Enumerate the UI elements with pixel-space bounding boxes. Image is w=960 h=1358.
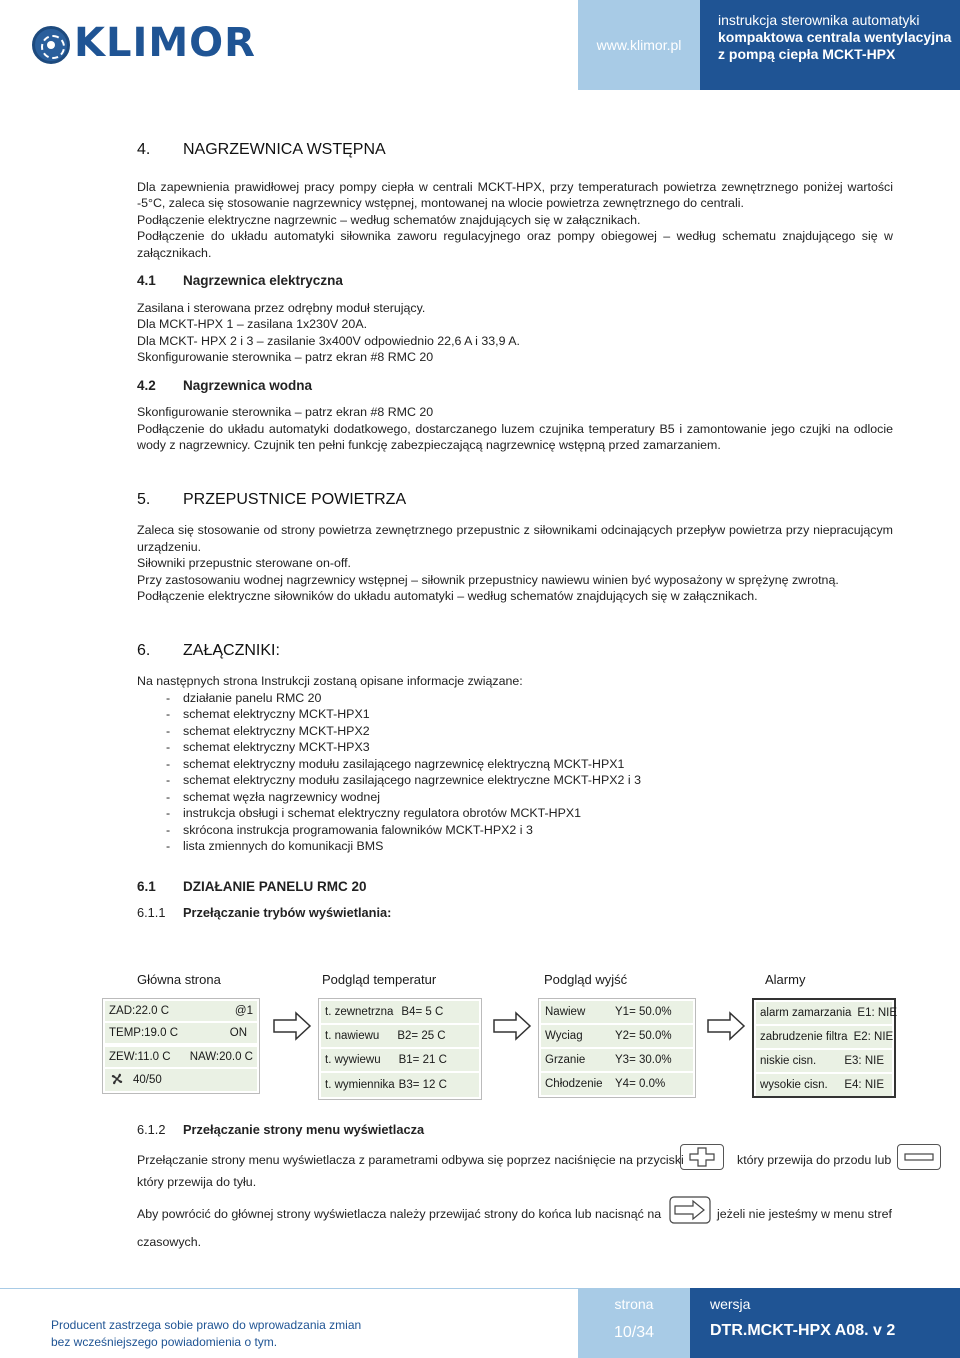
footer-version (690, 1288, 960, 1358)
section-4-para-1: Dla zapewnienia prawidłowej pracy pompy ciepła w centrali MCKT-HPX, przy temperaturach powietrza zewnętrznego poniżej wartości -5°C, zaleca się stosowanie nagrzewnicy wstępnej, montowanej na wlocie powietrza zewnętrznego do centrali. (137, 179, 893, 210)
section-5-para-2: Siłowniki przepustnic sterowane on-off. (137, 556, 351, 570)
attachments-list (137, 690, 893, 855)
output-row: Nawiew Y1= 50.0% (541, 1001, 693, 1023)
plus-button-icon (680, 1144, 724, 1170)
alarm-row: niskie cisn. E3: NIE (756, 1050, 892, 1072)
alarm-row: zabrudzenie filtra E2: NIE (756, 1026, 892, 1048)
title-line-2: kompaktowa centrala wentylacyjna (718, 29, 952, 45)
section-4-para-2: Podłączenie elektryczne nagrzewnic – według schematów znajdujących się w załącznikach. (137, 212, 641, 227)
logo-area (0, 0, 578, 90)
fan-icon (109, 1071, 127, 1090)
temp-row: t. wymiennika B3= 12 C (321, 1073, 479, 1097)
section-6-1-1-heading: 6.1.1 Przełączanie trybów wyświetlania: (137, 905, 392, 920)
alarm-row: wysokie cisn. E4: NIE (756, 1074, 892, 1096)
arrow-button-icon (669, 1196, 711, 1222)
output-row: Grzanie Y3= 30.0% (541, 1049, 693, 1071)
list-item: - lista zmiennych do komunikacji BMS (166, 838, 893, 855)
klimor-logo-icon (32, 26, 70, 64)
panel-alarms (752, 998, 896, 1098)
list-item: - skrócona instrukcja programowania falowników MCKT-HPX2 i 3 (166, 822, 893, 839)
version-value: DTR.MCKT-HPX A08. v 2 (710, 1322, 896, 1339)
page-label: strona (614, 1296, 654, 1312)
section-4-2-line-2: Podłączenie do układu automatyki dodatkowego, dostarczanego luzem czujnika temperatury B5 i zamontowanie jego czujki na odlocie wody z nagrzewnicy. Czujnik ten pełni funkcję zabezpieczającą nagrzewnicę wstępną przed zamarzaniem. (137, 421, 893, 452)
list-item: - schemat elektryczny modułu zasilającego nagrzewnice elektryczne MCKT-HPX2 i 3 (166, 772, 893, 789)
list-item: - schemat węzła nagrzewnicy wodnej (166, 789, 893, 806)
footer-disclaimer: Producent zastrzega sobie prawo do wprowadzania zmian bez wcześniejszego powiadomienia o tym. (0, 1288, 578, 1358)
arrow-right-icon (272, 1010, 312, 1042)
menu-nav-line-4: czasowych. (137, 1235, 202, 1249)
output-row: Wyciag Y2= 50.0% (541, 1025, 693, 1047)
section-4-1-line-3: Dla MCKT- HPX 2 i 3 – zasilanie 3x400V odpowiednio 22,6 A i 33,9 A. (137, 333, 520, 348)
section-6-intro: Na następnych strona Instrukcji zostaną opisane informacje związane: (137, 674, 523, 688)
temp-row: t. wywiewu B1= 21 C (321, 1049, 479, 1071)
arrow-right-icon (706, 1010, 746, 1042)
footer-page (578, 1288, 690, 1358)
panel-temperatures (318, 998, 482, 1100)
menu-nav-line-3: Aby powrócić do głównej strony wyświetlacza należy przewijać strony do końca lub nacisnąć na jeżeli nie jesteśmy w menu stref (137, 1200, 897, 1226)
alarm-row: alarm zamarzania E1: NIE (756, 1002, 892, 1024)
minus-button-icon (897, 1144, 941, 1170)
list-item: - schemat elektryczny modułu zasilającego nagrzewnicę elektryczną MCKT-HPX1 (166, 756, 893, 773)
page-number: 10/34 (613, 1324, 655, 1341)
section-4-1-line-4: Skonfigurowanie sterownika – patrz ekran #8 RMC 20 (137, 350, 434, 364)
section-5-para-1: Zaleca się stosowanie od strony powietrza zewnętrznego przepustnic z siłownikami odcinających przepływ powietrza przy niepracującym urządzeniu. (137, 523, 893, 554)
version-label: wersja (710, 1296, 751, 1312)
list-item: - schemat elektryczny MCKT-HPX1 (166, 706, 893, 723)
label-main-page: Główna strona (137, 972, 221, 987)
section-6-1-2 (137, 1122, 897, 1250)
section-4-1-heading: 4.1 Nagrzewnica elektryczna (137, 273, 343, 288)
section-5-para-4: Podłączenie elektryczne siłowników do układu automatyki – według schematów znajdujących się w załącznikach. (137, 589, 758, 603)
section-4-2-line-1: Skonfigurowanie sterownika – patrz ekran #8 RMC 20 (137, 405, 434, 419)
page-header (0, 0, 960, 90)
logo-text: KLIMOR (74, 20, 256, 66)
main-row-2: TEMP:19.0 C ON (105, 1023, 257, 1043)
list-item: - schemat elektryczny MCKT-HPX2 (166, 723, 893, 740)
main-row-1: ZAD:22.0 C @1 (105, 1001, 257, 1021)
label-alarms: Alarmy (765, 972, 806, 987)
arrow-right-icon (492, 1010, 532, 1042)
list-item: - schemat elektryczny MCKT-HPX3 (166, 739, 893, 756)
main-row-3: ZEW:11.0 C NAW:20.0 C (105, 1047, 257, 1067)
title-line-1: instrukcja sterownika automatyki (718, 12, 920, 28)
section-5-para-3: Przy zastosowaniu wodnej nagrzewnicy wstępnej – siłownik przepustnicy nawiewu winien być wyposażony w sprężynę zwrotną. (137, 572, 839, 587)
menu-nav-line-2: który przewija do tyłu. (137, 1175, 257, 1189)
section-4-2-heading: 4.2 Nagrzewnica wodna (137, 377, 313, 393)
section-4-para-3: Podłączenie do układu automatyki siłownika zaworu regulacyjnego oraz pompy obiegowej – według schematu znajdującego się w załącznikach. (137, 229, 893, 260)
title-line-3: z pompą ciepła MCKT-HPX (718, 46, 896, 62)
list-item: - działanie panelu RMC 20 (166, 690, 893, 707)
section-4-heading: 4. NAGRZEWNICA WSTĘPNA (137, 141, 386, 158)
menu-nav-line-1: Przełączanie strony menu wyświetlacza z parametrami odbywa się poprzez naciśnięcie na przyciski który przewija do przodu lub (137, 1146, 897, 1172)
page-footer (0, 1288, 960, 1358)
section-4-1-line-2: Dla MCKT-HPX 1 – zasilana 1x230V 20A. (137, 317, 368, 331)
temp-row: t. nawiewu B2= 25 C (321, 1025, 479, 1047)
section-6-1-heading: 6.1 DZIAŁANIE PANELU RMC 20 (137, 878, 367, 894)
temp-row: t. zewnetrzna B4= 5 C (321, 1001, 479, 1023)
website-url[interactable]: www.klimor.pl (578, 0, 700, 90)
label-temperatures: Podgląd temperatur (322, 972, 437, 987)
main-row-4: 40/50 (105, 1069, 257, 1091)
section-5-heading: 5. PRZEPUSTNICE POWIETRZA (137, 490, 407, 508)
document-title (700, 0, 960, 90)
page-content (137, 142, 893, 932)
output-row: Chłodzenie Y4= 0.0% (541, 1073, 693, 1095)
section-6-heading: 6. ZAŁĄCZNIKI: (137, 641, 280, 659)
list-item: - instrukcja obsługi i schemat elektryczny regulatora obrotów MCKT-HPX1 (166, 805, 893, 822)
section-6-1-2-heading: 6.1.2 Przełączanie strony menu wyświetlacza (137, 1122, 425, 1137)
label-outputs: Podgląd wyjść (544, 972, 628, 987)
panel-outputs (538, 998, 696, 1098)
panel-main-page (102, 998, 260, 1094)
section-4-1-line-1: Zasilana i sterowana przez odrębny moduł sterujący. (137, 300, 426, 315)
